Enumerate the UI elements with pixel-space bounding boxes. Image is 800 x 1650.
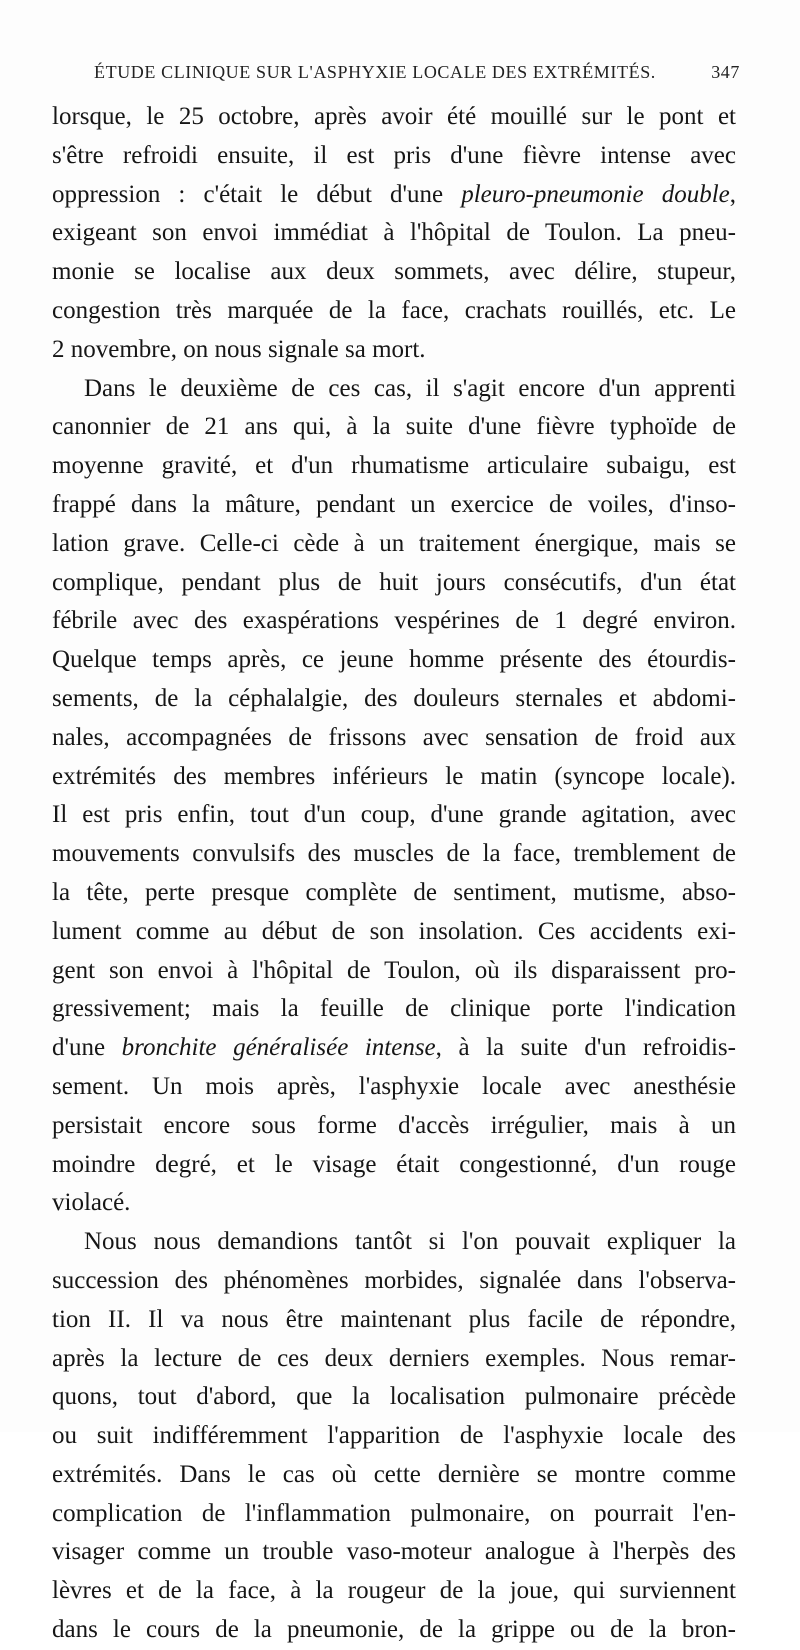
page-header: [94, 62, 740, 88]
text-line: sement. Un mois après, l'asphyxie locale avec anesthésie: [52, 1072, 736, 1100]
text-line: exigeant son envoi immédiat à l'hôpital de Toulon. La pneu-: [52, 219, 736, 247]
text-line: ou suit indifféremment l'apparition de l'asphyxie locale des: [52, 1422, 736, 1450]
text-line: quons, tout d'abord, que la localisation pulmonaire précède: [52, 1383, 736, 1411]
text-line: Il est pris enfin, tout d'un coup, d'une grande agitation, avec: [52, 801, 736, 829]
page-number: 347: [711, 62, 740, 82]
text-line: extrémités des membres inférieurs le matin (syncope locale).: [52, 762, 736, 790]
text-line: moindre degré, et le visage était congestionné, d'un rouge: [52, 1150, 736, 1178]
text-line: persistait encore sous forme d'accès irrégulier, mais à un: [52, 1111, 736, 1139]
paragraph-start-line: Dans le deuxième de ces cas, il s'agit encore d'un apprenti: [84, 374, 736, 402]
text-line: la tête, perte presque complète de sentiment, mutisme, abso-: [52, 878, 736, 906]
text-line: succession des phénomènes morbides, signalée dans l'observa-: [52, 1266, 736, 1294]
text-line: mouvements convulsifs des muscles de la face, tremblement de: [52, 840, 736, 868]
text-line: s'être refroidi ensuite, il est pris d'une fièvre intense avec: [52, 141, 736, 169]
text-line: tion II. Il va nous être maintenant plus facile de répondre,: [52, 1305, 736, 1333]
text-line: 2 novembre, on nous signale sa mort.: [52, 335, 426, 363]
text-line: frappé dans la mâture, pendant un exercice de voiles, d'inso-: [52, 490, 736, 518]
text-line: visager comme un trouble vaso-moteur analogue à l'herpès des: [52, 1538, 736, 1566]
text-line: moyenne gravité, et d'un rhumatisme articulaire subaigu, est: [52, 452, 736, 480]
text-line: [52, 1029, 736, 1068]
text-line: congestion très marquée de la face, crachats rouillés, etc. Le: [52, 296, 736, 324]
text-segment: , à la suite d'un refroidis-: [435, 1034, 736, 1062]
paragraph-start-line: Nous nous demandions tantôt si l'on pouvait expliquer la: [84, 1228, 736, 1256]
text-line: complique, pendant plus de huit jours consécutifs, d'un état: [52, 568, 736, 596]
text-line: sements, de la céphalalgie, des douleurs sternales et abdomi-: [52, 684, 736, 712]
text-line: monie se localise aux deux sommets, avec délire, stupeur,: [52, 258, 736, 286]
text-line: lèvres et de la face, à la rougeur de la joue, qui surviennent: [52, 1577, 736, 1605]
body-text: [52, 98, 736, 1650]
text-line: canonnier de 21 ans qui, à la suite d'une fièvre typhoïde de: [52, 413, 736, 441]
text-line: après la lecture de ces deux derniers exemples. Nous remar-: [52, 1344, 736, 1372]
text-line: gressivement; mais la feuille de clinique porte l'indication: [52, 995, 736, 1023]
text-line: nales, accompagnées de frissons avec sensation de froid aux: [52, 723, 736, 751]
text-segment: oppression : c'était le début d'une: [52, 180, 462, 208]
emphasis-term: pleuro-pneumonie double: [461, 180, 730, 208]
text-line: gent son envoi à l'hôpital de Toulon, où ils disparaissent pro-: [52, 956, 736, 984]
text-line: violacé.: [52, 1189, 131, 1217]
text-line: dans le cours de la pneumonie, de la grippe ou de la bron-: [52, 1616, 736, 1644]
text-line: [52, 176, 736, 215]
text-line: lorsque, le 25 octobre, après avoir été mouillé sur le pont et: [52, 103, 736, 130]
text-line: Quelque temps après, ce jeune homme présente des étourdis-: [52, 646, 736, 674]
text-line: complication de l'inflammation pulmonaire, on pourrait l'en-: [52, 1499, 736, 1527]
text-segment: d'une: [52, 1034, 122, 1062]
emphasis-term: bronchite généralisée intense: [121, 1034, 436, 1062]
text-line: extrémités. Dans le cas où cette dernière se montre comme: [52, 1460, 736, 1488]
text-line: lument comme au début de son insolation. Ces accidents exi-: [52, 917, 736, 945]
running-head: ÉTUDE CLINIQUE SUR L'ASPHYXIE LOCALE DES EXTRÉMITÉS.: [94, 62, 656, 82]
text-line: fébrile avec des exaspérations vespérines de 1 degré environ.: [52, 607, 736, 635]
text-line: lation grave. Celle-ci cède à un traitement énergique, mais se: [52, 529, 736, 557]
text-segment: ,: [729, 180, 736, 208]
